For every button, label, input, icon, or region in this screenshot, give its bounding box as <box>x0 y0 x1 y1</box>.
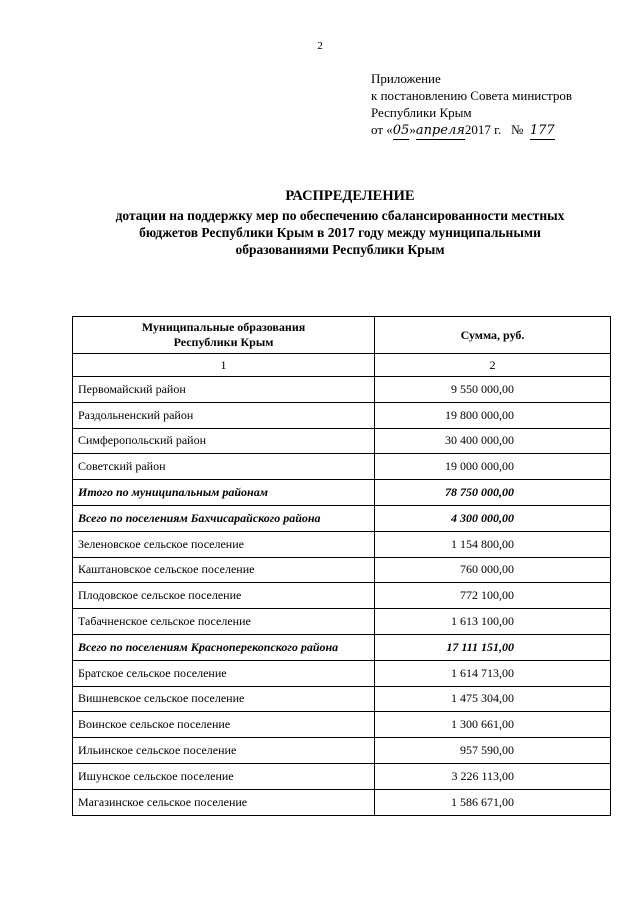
appendix-line-1: Приложение <box>371 71 441 86</box>
row-name: Зеленовское сельское поселение <box>73 531 375 557</box>
appendix-line-2: к постановлению Совета министров <box>371 88 572 103</box>
row-name: Всего по поселениям Бахчисарайского района <box>73 505 375 531</box>
table-row <box>73 686 611 712</box>
table-row <box>73 531 611 557</box>
row-name: Раздольненский район <box>73 402 375 428</box>
row-name: Ильинское сельское поселение <box>73 738 375 764</box>
row-sum: 760 000,00 <box>375 557 611 583</box>
row-name: Итого по муниципальным районам <box>73 480 375 506</box>
table-row <box>73 609 611 635</box>
row-name: Плодовское сельское поселение <box>73 583 375 609</box>
row-sum: 1 300 661,00 <box>375 712 611 738</box>
row-sum: 3 226 113,00 <box>375 763 611 789</box>
header-sum: Сумма, руб. <box>375 317 611 354</box>
row-sum: 19 000 000,00 <box>375 454 611 480</box>
row-sum: 1 586 671,00 <box>375 789 611 815</box>
table-row <box>73 377 611 403</box>
table-row <box>73 738 611 764</box>
table-row <box>73 789 611 815</box>
page-number: 2 <box>317 40 323 52</box>
number-handwritten: 177 <box>529 123 555 138</box>
table-row <box>73 712 611 738</box>
number-label: № <box>510 122 524 137</box>
table-row <box>73 454 611 480</box>
row-name: Магазинское сельское поселение <box>73 789 375 815</box>
appendix-date-line <box>371 121 572 140</box>
row-sum: 1 614 713,00 <box>375 660 611 686</box>
date-year: 2017 г. <box>464 122 502 137</box>
row-name: Братское сельское поселение <box>73 660 375 686</box>
row-sum: 9 550 000,00 <box>375 377 611 403</box>
row-sum: 957 590,00 <box>375 738 611 764</box>
date-day-handwritten: 05 <box>392 123 410 138</box>
date-mid: » <box>409 122 416 137</box>
row-sum: 1 613 100,00 <box>375 609 611 635</box>
index-col-2: 2 <box>375 354 611 377</box>
header-municipality-line-1: Муниципальные образования <box>141 320 306 334</box>
table-row <box>73 660 611 686</box>
row-name: Табачненское сельское поселение <box>73 609 375 635</box>
table-index-row <box>73 354 611 377</box>
appendix-line-3: Республики Крым <box>371 105 472 120</box>
table-row-subtotal <box>73 480 611 506</box>
table-row <box>73 402 611 428</box>
row-sum: 772 100,00 <box>375 583 611 609</box>
header-municipality <box>73 317 375 354</box>
header-municipality-line-2: Республики Крым <box>173 335 274 349</box>
row-name: Первомайский район <box>73 377 375 403</box>
row-name: Советский район <box>73 454 375 480</box>
table-row-subtotal <box>73 634 611 660</box>
row-name: Симферопольский район <box>73 428 375 454</box>
table-row-subtotal <box>73 505 611 531</box>
row-name: Вишневское сельское поселение <box>73 686 375 712</box>
row-name: Всего по поселениям Красноперекопского района <box>73 634 375 660</box>
row-name: Воинское сельское поселение <box>73 712 375 738</box>
table-row <box>73 557 611 583</box>
date-prefix: от « <box>371 122 393 137</box>
table-row <box>73 583 611 609</box>
subtitle-line-3: образованиями Республики Крым <box>235 242 445 257</box>
row-sum: 30 400 000,00 <box>375 428 611 454</box>
row-sum: 17 111 151,00 <box>375 634 611 660</box>
table-row <box>73 763 611 789</box>
subtitle-line-1: дотации на поддержку мер по обеспечению сбалансированности местных <box>115 208 565 223</box>
row-sum: 1 154 800,00 <box>375 531 611 557</box>
row-sum: 4 300 000,00 <box>375 505 611 531</box>
subtitle-line-2: бюджетов Республики Крым в 2017 году между муниципальными <box>139 225 541 240</box>
table-header-row <box>73 317 611 354</box>
row-name: Ишунское сельское поселение <box>73 763 375 789</box>
appendix-block <box>371 70 572 140</box>
row-sum: 78 750 000,00 <box>375 480 611 506</box>
date-month-handwritten: апреля <box>415 123 465 138</box>
row-sum: 1 475 304,00 <box>375 686 611 712</box>
index-col-1: 1 <box>73 354 375 377</box>
row-name: Каштановское сельское поселение <box>73 557 375 583</box>
table-row <box>73 428 611 454</box>
distribution-table <box>72 316 611 816</box>
document-title: РАСПРЕДЕЛЕНИЕ <box>285 188 415 204</box>
document-subtitle <box>70 207 610 258</box>
row-sum: 19 800 000,00 <box>375 402 611 428</box>
